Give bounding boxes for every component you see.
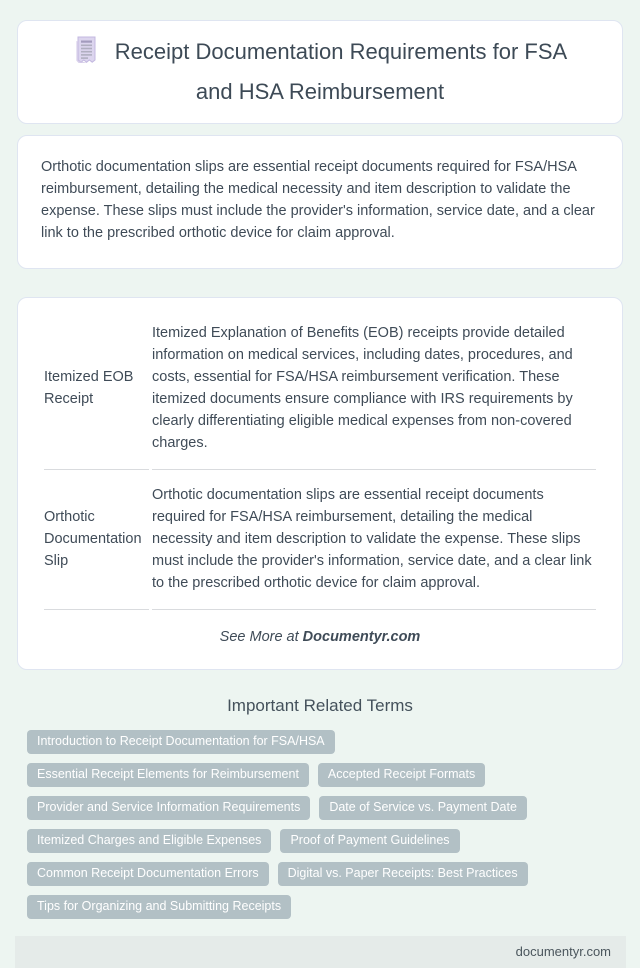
glossary-card xyxy=(17,297,623,670)
related-term-tag[interactable]: Date of Service vs. Payment Date xyxy=(319,796,527,820)
related-term-tag[interactable]: Common Receipt Documentation Errors xyxy=(27,862,269,886)
glossary-definition: Orthotic documentation slips are essential receipt documents required for FSA/HSA reimbursement, detailing the medical necessity and item description to validate the expense. These slips must include the provider's information, service date, and a clear link to the prescribed orthotic device for claim approval. xyxy=(152,470,596,610)
related-term-tag[interactable]: Tips for Organizing and Submitting Receipts xyxy=(27,895,291,919)
see-more-line xyxy=(41,629,599,645)
glossary-table xyxy=(41,308,599,610)
related-term-tag[interactable]: Provider and Service Information Requirements xyxy=(27,796,310,820)
glossary-definition: Itemized Explanation of Benefits (EOB) receipts provide detailed information on medical services, including dates, procedures, and costs, essential for FSA/HSA reimbursement verification. These itemized documents ensure compliance with IRS requirements by clearly differentiating eligible medical expenses from non-covered charges. xyxy=(152,308,596,470)
page-title-text: Receipt Documentation Requirements for FSA and HSA Reimbursement xyxy=(114,39,568,104)
receipt-icon xyxy=(73,35,99,75)
header-card xyxy=(17,20,623,124)
see-more-brand: Documentyr.com xyxy=(302,629,421,645)
intro-paragraph: Orthotic documentation slips are essential receipt documents required for FSA/HSA reimbursement, detailing the medical necessity and item description to validate the expense. These slips must include the provider's information, service date, and a clear link to the prescribed orthotic device for claim approval. xyxy=(41,159,595,241)
footer-bar xyxy=(15,936,626,968)
related-term-tag[interactable]: Accepted Receipt Formats xyxy=(318,763,485,787)
see-more-prefix: See More at xyxy=(219,629,303,645)
related-term-tag[interactable]: Essential Receipt Elements for Reimbursement xyxy=(27,763,309,787)
page-title xyxy=(58,35,582,109)
glossary-row xyxy=(44,470,596,610)
related-term-tag[interactable]: Introduction to Receipt Documentation for FSA/HSA xyxy=(27,730,335,754)
glossary-row xyxy=(44,308,596,470)
related-term-tag[interactable]: Digital vs. Paper Receipts: Best Practices xyxy=(278,862,528,886)
glossary-term: Orthotic Documentation Slip xyxy=(44,470,149,610)
footer-site-link[interactable]: documentyr.com xyxy=(515,944,611,959)
related-terms-heading: Important Related Terms xyxy=(227,696,413,715)
intro-card xyxy=(17,135,623,269)
related-terms-list xyxy=(0,730,640,919)
related-term-tag[interactable]: Proof of Payment Guidelines xyxy=(280,829,459,853)
glossary-term: Itemized EOB Receipt xyxy=(44,308,149,470)
related-term-tag[interactable]: Itemized Charges and Eligible Expenses xyxy=(27,829,271,853)
